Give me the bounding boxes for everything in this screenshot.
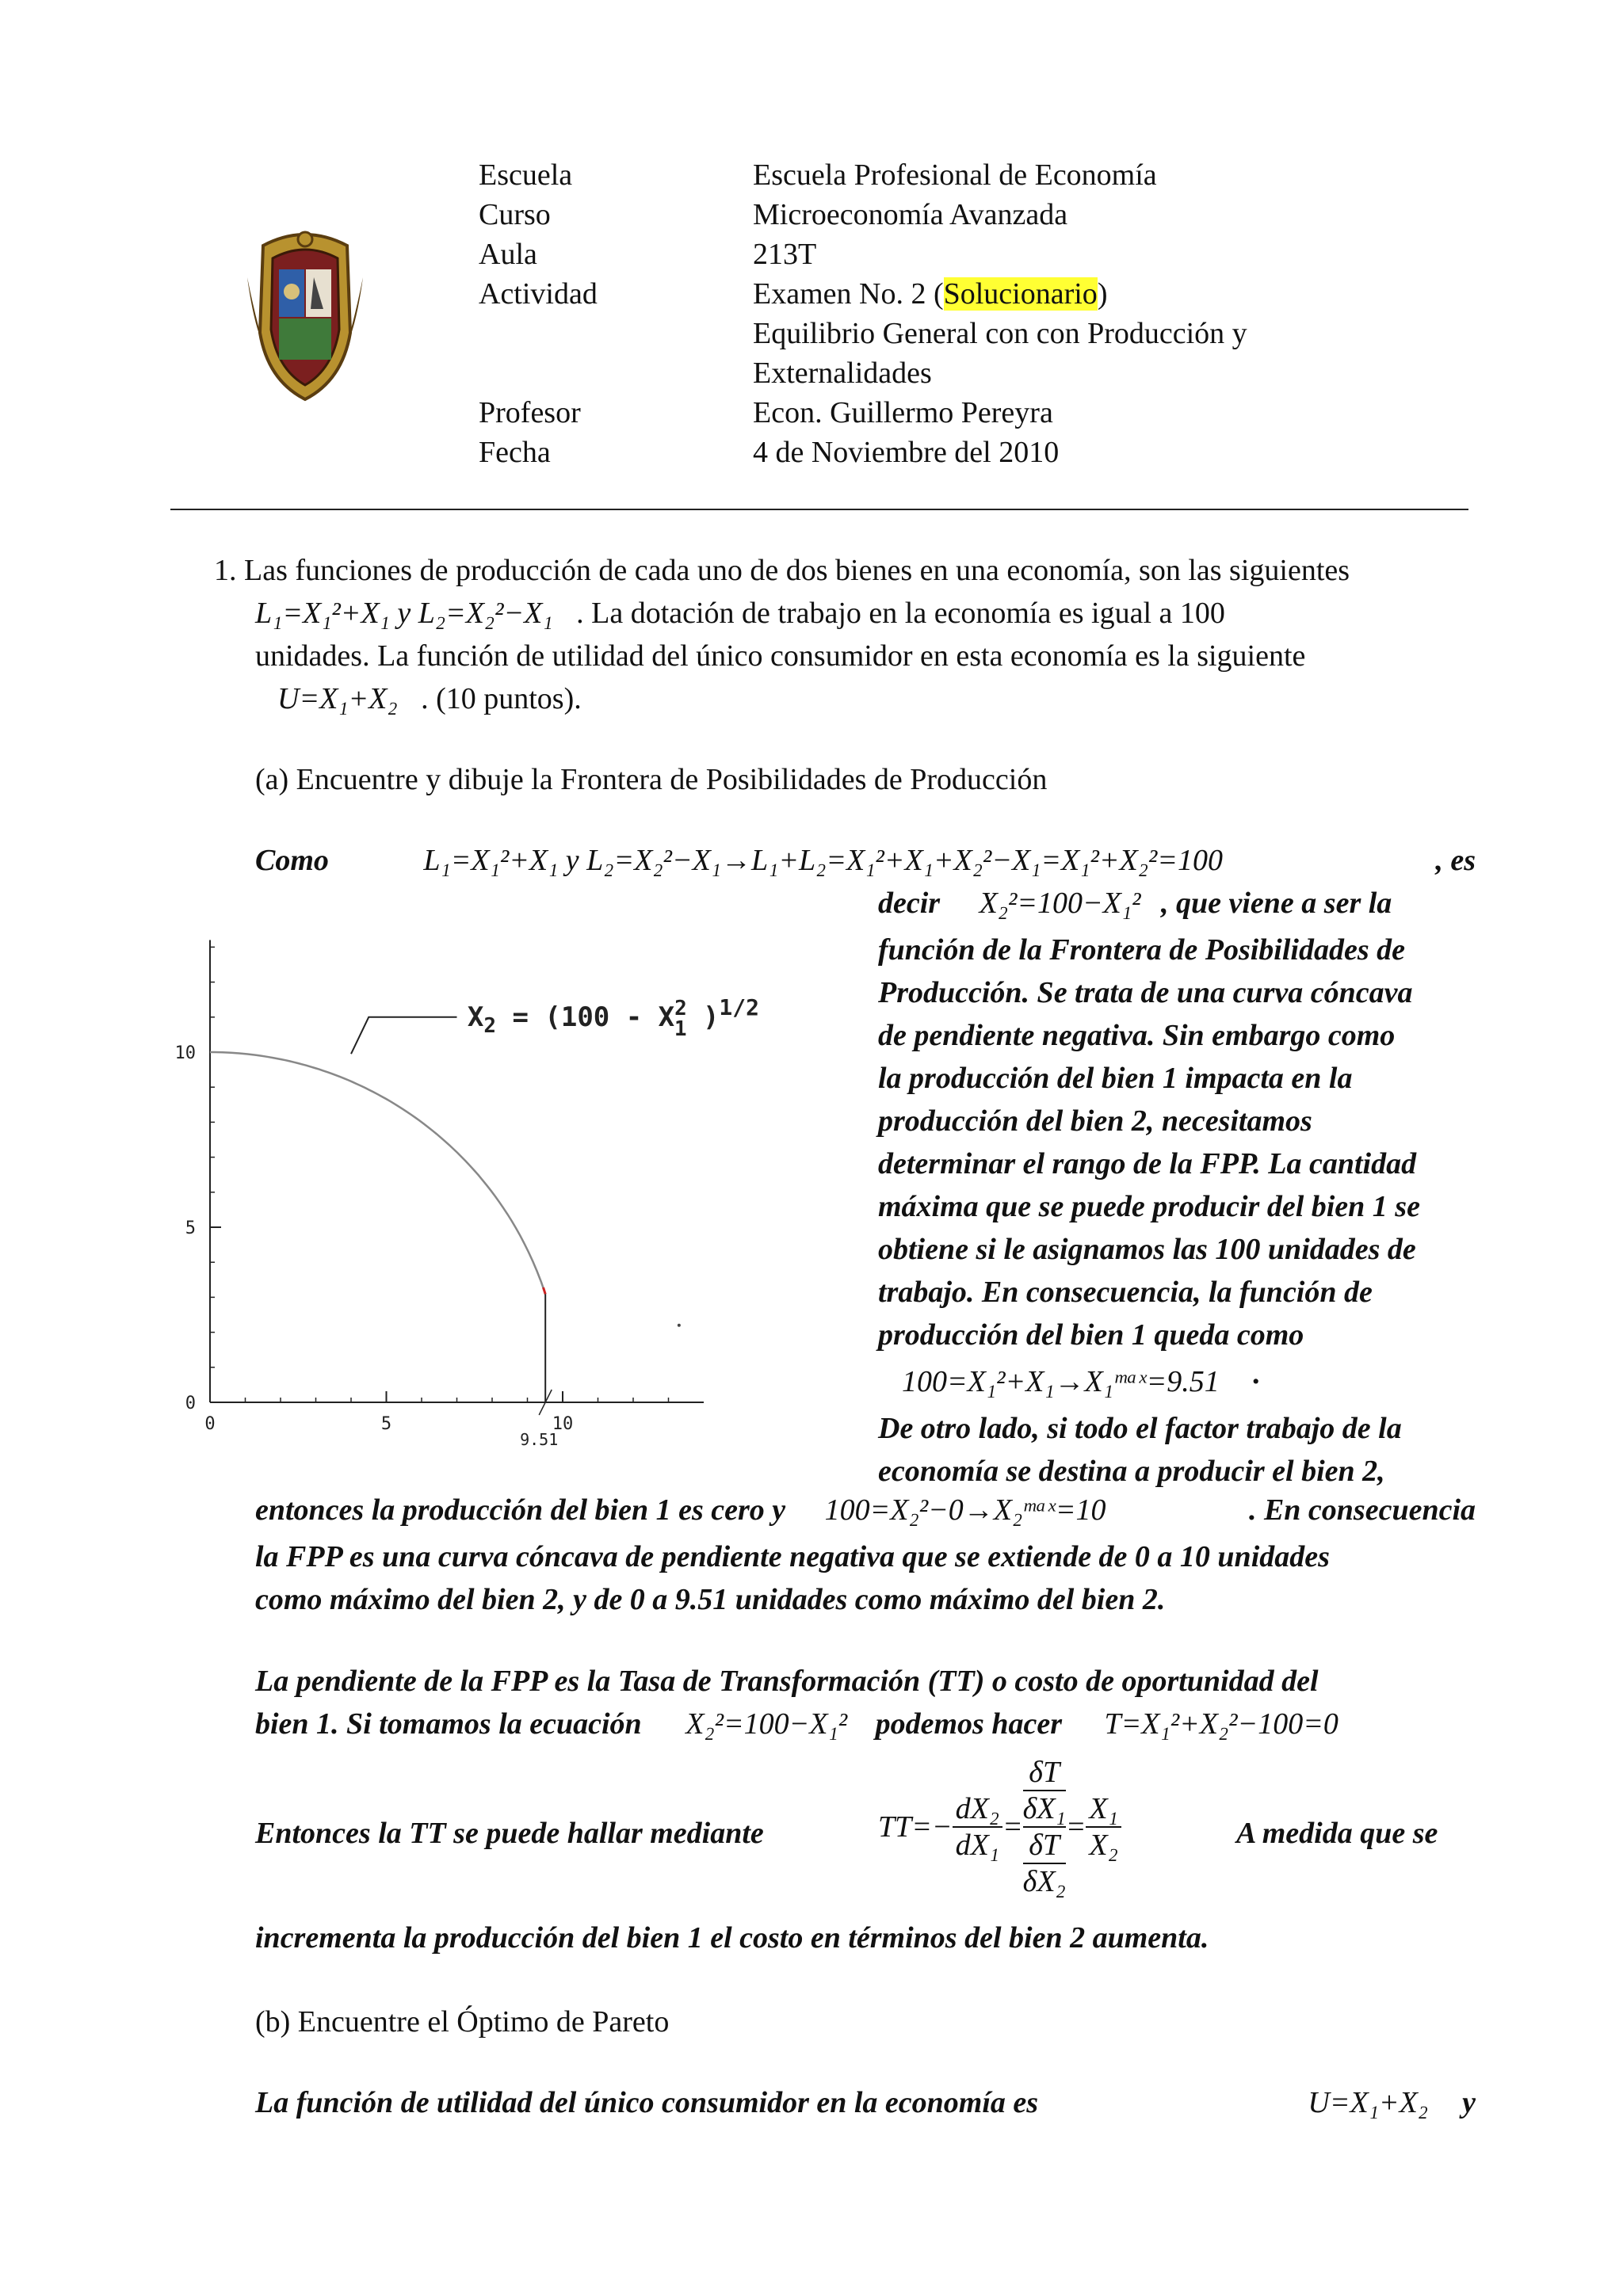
header-label-curso: Curso xyxy=(479,198,551,231)
header-value-escuela: Escuela Profesional de Economía xyxy=(753,158,1157,192)
slope-text-a: bien 1. Si tomamos la ecuación xyxy=(255,1707,642,1741)
fpp-chart xyxy=(151,911,864,1466)
qa-right-column xyxy=(878,929,1474,1356)
slope-text-b: podemos hacer xyxy=(875,1707,1062,1741)
q1-utility-equation: U=X₁+X₂ xyxy=(277,682,398,715)
right-line-7: máxima que se puede producir del bien 1 se xyxy=(878,1190,1420,1223)
header-label-actividad: Actividad xyxy=(479,277,598,311)
header-divider xyxy=(170,509,1468,510)
tt-lhs: TT=− xyxy=(878,1810,953,1844)
qa-title: (a) Encuentre y dibuje la Frontera de Posibilidades de Producción xyxy=(255,763,1048,796)
tt-after: A medida que se xyxy=(1236,1817,1438,1850)
qb-text: La función de utilidad del único consumidor en la economía es xyxy=(255,2086,1039,2119)
tt-f1-den: dX₁ xyxy=(955,1829,999,1862)
header-value-aula: 213T xyxy=(753,238,817,271)
header-label-profesor: Profesor xyxy=(479,396,581,429)
chart-curve xyxy=(210,1052,681,1449)
header-label-fecha: Fecha xyxy=(479,436,551,469)
full-line-2: como máximo del bien 2, y de 0 a 9.51 unidades como máximo del bien 2. xyxy=(255,1583,1166,1616)
qa-full-lines xyxy=(255,1535,1476,1621)
right-line-5: producción del bien 2, necesitamos xyxy=(878,1104,1312,1138)
qb-y: y xyxy=(1462,2086,1476,2119)
qa-right-column-2 xyxy=(878,1407,1474,1493)
slope-line-2 xyxy=(255,1707,1338,1741)
header-value-tema-2: Externalidades xyxy=(753,357,932,390)
y-tick-label: 0 xyxy=(185,1394,196,1413)
right-line-6: determinar el rango de la FPP. La cantidad xyxy=(878,1147,1417,1180)
y-tick-label: 5 xyxy=(185,1219,196,1238)
tt-f3-num: X₁ xyxy=(1086,1791,1121,1828)
tt-fraction-partial xyxy=(1023,1755,1066,1899)
tt-f2-num xyxy=(1023,1755,1066,1828)
annotation-leader xyxy=(351,1017,457,1054)
max-x1-equation-line xyxy=(902,1364,1261,1399)
como-es: , es xyxy=(1435,844,1476,877)
actividad-post: ) xyxy=(1097,277,1108,311)
slope-eq-2: T=X₁²+X₂²−100=0 xyxy=(1104,1707,1338,1741)
tt-equation xyxy=(878,1748,1121,1906)
tt-f2-den-bot: δX₂ xyxy=(1022,1865,1066,1898)
header-label-blank2 xyxy=(479,353,598,393)
tt-eq-1: = xyxy=(1002,1810,1023,1844)
como-equation: L₁=X₁²+X₁ y L₂=X₂²−X₁→L₁+L₂=X₁²+X₁+X₂²−X₁=X₁²+X₂²=100 xyxy=(423,844,1223,877)
right2-line-1: De otro lado, si todo el factor trabajo de la xyxy=(878,1412,1402,1445)
actividad-pre: Examen No. 2 ( xyxy=(753,277,944,311)
tt-f2-num-top: δT xyxy=(1023,1755,1066,1791)
fpp-curve-endpoint xyxy=(544,1287,546,1294)
q1-line4 xyxy=(277,681,582,716)
x-tick-label: 5 xyxy=(380,1414,392,1434)
qb-title: (b) Encuentre el Óptimo de Pareto xyxy=(255,2005,670,2039)
tt-f2-num-bot: δX₁ xyxy=(1022,1792,1066,1825)
tt-eq-2: = xyxy=(1065,1810,1086,1844)
decir-word: decir xyxy=(878,887,941,920)
chart-annotation xyxy=(351,994,759,1054)
tt-fraction-d xyxy=(953,1791,1002,1863)
decir-equation: X₂²=100−X₁² xyxy=(979,887,1141,920)
header-labels xyxy=(479,155,598,472)
highlight-solucionario: Solucionario xyxy=(943,277,1098,311)
right-line-10: producción del bien 1 queda como xyxy=(878,1318,1304,1352)
right-line-1: función de la Frontera de Posibilidades de xyxy=(878,933,1405,967)
right-line-8: obtiene si le asignamos las 100 unidades de xyxy=(878,1233,1416,1266)
x-tick-label: 10 xyxy=(552,1414,574,1434)
stray-dot xyxy=(678,1324,681,1327)
q1-production-equations: L₁=X₁²+X₁ y L₂=X₂²−X₁ xyxy=(255,597,553,630)
right-line-2: Producción. Se trata de una curva cóncava xyxy=(878,976,1413,1009)
x-max-label: 9.51 xyxy=(520,1430,559,1449)
university-crest-logo xyxy=(247,230,363,406)
qb-utility-equation: U=X₁+X₂ xyxy=(1308,2086,1428,2119)
qa-como-line xyxy=(255,843,1476,878)
header-value-tema-1: Equilibrio General con con Producción y xyxy=(753,317,1247,350)
right-line-9: trabajo. En consecuencia, la función de xyxy=(878,1276,1373,1309)
q1-line2 xyxy=(255,596,1225,631)
header-label-escuela: Escuela xyxy=(479,158,573,192)
qb-line xyxy=(255,2085,1476,2120)
fpp-curve-line xyxy=(210,1052,545,1294)
q1-line2-text: . La dotación de trabajo en la economía es igual a 100 xyxy=(576,597,1225,630)
tt-text: Entonces la TT se puede hallar mediante xyxy=(255,1817,764,1850)
q1-line4-text: . (10 puntos). xyxy=(421,682,582,715)
header-values xyxy=(753,155,1247,472)
header-value-actividad xyxy=(753,274,1247,314)
entonces-text: entonces la producción del bien 1 es cero y xyxy=(255,1493,786,1527)
decir-text: , que viene a ser la xyxy=(1161,887,1392,920)
header-value-fecha: 4 de Noviembre del 2010 xyxy=(753,436,1060,469)
como-word: Como xyxy=(255,844,329,877)
max-x1-dot: · xyxy=(1251,1365,1261,1398)
header-value-curso: Microeconomía Avanzada xyxy=(753,198,1068,231)
q1-line3: unidades. La función de utilidad del único consumidor en esta economía es la siguiente xyxy=(255,639,1306,673)
tt-f2-den-top: δT xyxy=(1023,1828,1066,1864)
header-value-profesor: Econ. Guillermo Pereyra xyxy=(753,396,1053,429)
max-x2-equation: 100=X₂²−0→X₂ᵐᵃˣ=10 xyxy=(824,1493,1106,1527)
full-line-1: la FPP es una curva cóncava de pendiente negativa que se extiende de 0 a 10 unidades xyxy=(255,1540,1330,1573)
right-line-4: la producción del bien 1 impacta en la xyxy=(878,1062,1353,1095)
slope-line-1: La pendiente de la FPP es la Tasa de Transformación (TT) o costo de oportunidad del xyxy=(255,1665,1319,1698)
qa-decir-line xyxy=(878,886,1392,921)
right-line-3: de pendiente negativa. Sin embargo como xyxy=(878,1019,1396,1052)
q1-line1: 1. Las funciones de producción de cada uno de dos bienes en una economía, son las siguientes xyxy=(214,554,1350,587)
x-tick-label: 0 xyxy=(204,1414,216,1434)
tt-f1-num: dX₂ xyxy=(953,1791,1002,1828)
increment-line: incrementa la producción del bien 1 el costo en términos del bien 2 aumenta. xyxy=(255,1921,1209,1955)
y-tick-label: 10 xyxy=(174,1043,196,1063)
max-x1-equation: 100=X₁²+X₁→X₁ᵐᵃˣ=9.51 xyxy=(902,1365,1220,1398)
annotation-label: $X_2 = (100 - X^2$ 1 )$^{1/2}$ xyxy=(467,994,760,1041)
tt-f2-den xyxy=(1023,1828,1066,1899)
tt-fraction-x xyxy=(1086,1791,1121,1863)
fpp-chart-svg xyxy=(151,911,864,1466)
tt-f3-den: X₂ xyxy=(1089,1829,1118,1862)
header-label-blank1 xyxy=(479,314,598,353)
header-label-aula: Aula xyxy=(479,238,537,271)
right2-line-2: economía se destina a producir el bien 2, xyxy=(878,1455,1385,1488)
slope-eq-1: X₂²=100−X₁² xyxy=(685,1707,848,1741)
qa-entonces-line xyxy=(255,1493,1476,1527)
entonces-text2: . En consecuencia xyxy=(1248,1493,1476,1527)
